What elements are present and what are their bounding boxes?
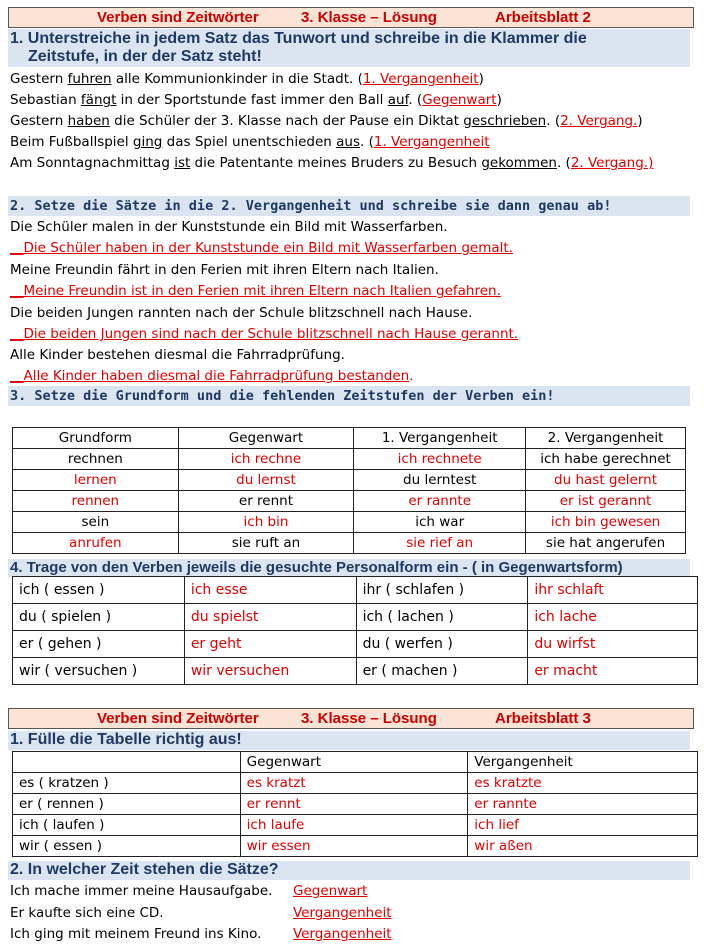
- table-cell: ich ( laufen ): [13, 815, 241, 836]
- sheet3-task2-answer: Vergangenheit: [293, 905, 392, 921]
- table-cell: du ( werfen ): [356, 631, 528, 658]
- sheet3-task1-heading: 1. Fülle die Tabelle richtig aus!: [10, 731, 242, 748]
- table-cell: ich bin gewesen: [526, 512, 686, 533]
- sheet2-klasse: 3. Klasse – Lösung: [301, 9, 437, 26]
- table-cell: rechnen: [13, 449, 179, 470]
- sheet3-task2-answer: Gegenwart: [293, 883, 368, 899]
- table-cell: es ( kratzen ): [13, 773, 241, 794]
- table-cell: er ist gerannt: [526, 491, 686, 512]
- sheet3-task2-sentence: Ich mache immer meine Hausaufgabe.: [10, 883, 273, 899]
- task1-answer: 1. Vergangenheit: [373, 134, 490, 150]
- task2-question: Meine Freundin fährt in den Ferien mit ihren Eltern nach Italien.: [10, 262, 439, 278]
- column-header: 1. Vergangenheit: [354, 428, 526, 449]
- table-row: [13, 794, 698, 815]
- table-cell: ihr ( schlafen ): [356, 577, 528, 604]
- table-row: [13, 512, 686, 533]
- column-header: Grundform: [13, 428, 179, 449]
- table-cell: er geht: [184, 631, 356, 658]
- sheet2-blatt: Arbeitsblatt 2: [495, 9, 591, 26]
- table-cell: lernen: [13, 470, 179, 491]
- table-cell: ich bin: [178, 512, 354, 533]
- task1-answer: 2. Vergang.): [570, 155, 654, 171]
- table-cell: du wirfst: [528, 631, 698, 658]
- sheet3-blatt: Arbeitsblatt 3: [495, 710, 591, 727]
- task1-sentence: Gestern haben die Schüler der 3. Klasse nach der Pause ein Diktat geschrieben. (2. Vergang.): [10, 113, 643, 129]
- task2-question: Die beiden Jungen rannten nach der Schule blitzschnell nach Hause.: [10, 305, 473, 321]
- verb-forms-table: [12, 427, 686, 554]
- table-cell: er ( machen ): [356, 658, 528, 685]
- sheet3-klasse: 3. Klasse – Lösung: [301, 710, 437, 727]
- table-cell: er rennt: [240, 794, 468, 815]
- sheet2-header: [8, 7, 694, 28]
- sheet3-task2-sentence: Ich ging mit meinem Freund ins Kino.: [10, 926, 262, 942]
- table-cell: ich rechnete: [354, 449, 526, 470]
- task1-sentence: Beim Fußballspiel ging das Spiel unentschieden aus. (1. Vergangenheit: [10, 134, 490, 150]
- table-cell: sie rief an: [354, 533, 526, 554]
- table-row: [13, 577, 698, 604]
- table-cell: sie hat angerufen: [526, 533, 686, 554]
- table-row: [13, 658, 698, 685]
- task1-sentence: Gestern fuhren alle Kommunionkinder in die Stadt. (1. Vergangenheit): [10, 71, 484, 87]
- task1-answer: 1. Vergangenheit: [362, 71, 479, 87]
- table-cell: ich habe gerechnet: [526, 449, 686, 470]
- table-cell: ich laufe: [240, 815, 468, 836]
- table-row: [13, 836, 698, 857]
- table-cell: ich lache: [528, 604, 698, 631]
- tense-table: [12, 751, 698, 857]
- task2-answer: __Die Schüler haben in der Kunststunde ein Bild mit Wasserfarben gemalt.: [10, 240, 513, 256]
- task2-answer: __Meine Freundin ist in den Ferien mit ihren Eltern nach Italien gefahren.: [10, 283, 501, 299]
- task2-question: Alle Kinder bestehen diesmal die Fahrradprüfung.: [10, 347, 345, 363]
- table-header-row: [13, 752, 698, 773]
- sheet3-task2-answer: Vergangenheit: [293, 926, 392, 942]
- table-cell: du ( spielen ): [13, 604, 185, 631]
- task4-heading: 4. Trage von den Verben jeweils die gesuchte Personalform ein - ( in Gegenwartsform): [10, 559, 623, 576]
- task1-sentence: Am Sonntagnachmittag ist die Patentante meines Bruders zu Besuch gekommen. (2. Vergang.): [10, 155, 654, 171]
- table-row: [13, 815, 698, 836]
- table-header-row: [13, 428, 686, 449]
- table-cell: er ( rennen ): [13, 794, 241, 815]
- table-cell: du hast gelernt: [526, 470, 686, 491]
- table-cell: sie ruft an: [178, 533, 354, 554]
- task3-heading: 3. Setze die Grundform und die fehlenden Zeitstufen der Verben ein!: [10, 388, 555, 404]
- task2-heading: 2. Setze die Sätze in die 2. Vergangenheit und schreibe sie dann genau ab!: [10, 198, 612, 214]
- task2-answer: __Die beiden Jungen sind nach der Schule blitzschnell nach Hause gerannt.: [10, 326, 519, 342]
- table-cell: anrufen: [13, 533, 179, 554]
- table-row: [13, 470, 686, 491]
- sheet2-title: Verben sind Zeitwörter: [97, 9, 259, 26]
- task1-sentence: Sebastian fängt in der Sportstunde fast immer den Ball auf. (Gegenwart): [10, 92, 502, 108]
- column-header: Vergangenheit: [468, 752, 698, 773]
- table-cell: wir essen: [240, 836, 468, 857]
- table-cell: er rannte: [468, 794, 698, 815]
- table-cell: ich war: [354, 512, 526, 533]
- table-cell: du spielst: [184, 604, 356, 631]
- task1-answer: Gegenwart: [422, 92, 497, 108]
- task1-heading-line2: Zeitstufe, in der der Satz steht!: [28, 48, 262, 65]
- table-row: [13, 604, 698, 631]
- task1-answer: 2. Vergang.: [560, 113, 638, 129]
- sheet3-header: [8, 708, 694, 729]
- sheet3-task2-heading: 2. In welcher Zeit stehen die Sätze?: [10, 861, 279, 878]
- table-cell: wir aßen: [468, 836, 698, 857]
- table-row: [13, 773, 698, 794]
- task1-heading-line1: 1. Unterstreiche in jedem Satz das Tunwort und schreibe in die Klammer die: [10, 30, 587, 47]
- table-row: [13, 533, 686, 554]
- table-cell: er ( gehen ): [13, 631, 185, 658]
- personal-forms-table: [12, 576, 698, 685]
- column-header: 2. Vergangenheit: [526, 428, 686, 449]
- column-header: [13, 752, 241, 773]
- table-cell: rennen: [13, 491, 179, 512]
- sheet3-task2-sentence: Er kaufte sich eine CD.: [10, 905, 164, 921]
- table-row: [13, 631, 698, 658]
- table-cell: sein: [13, 512, 179, 533]
- task2-answer: __Alle Kinder haben diesmal die Fahrradprüfung bestanden.: [10, 368, 414, 384]
- table-cell: du lerntest: [354, 470, 526, 491]
- table-cell: wir ( versuchen ): [13, 658, 185, 685]
- table-cell: er rennt: [178, 491, 354, 512]
- table-cell: ich lief: [468, 815, 698, 836]
- column-header: Gegenwart: [240, 752, 468, 773]
- table-cell: ich esse: [184, 577, 356, 604]
- table-cell: ich ( lachen ): [356, 604, 528, 631]
- table-row: [13, 491, 686, 512]
- table-cell: es kratzte: [468, 773, 698, 794]
- task2-question: Die Schüler malen in der Kunststunde ein Bild mit Wasserfarben.: [10, 219, 448, 235]
- table-cell: es kratzt: [240, 773, 468, 794]
- table-cell: ihr schlaft: [528, 577, 698, 604]
- table-cell: ich rechne: [178, 449, 354, 470]
- table-row: [13, 449, 686, 470]
- table-cell: er macht: [528, 658, 698, 685]
- sheet3-title: Verben sind Zeitwörter: [97, 710, 259, 727]
- column-header: Gegenwart: [178, 428, 354, 449]
- table-cell: wir versuchen: [184, 658, 356, 685]
- table-cell: ich ( essen ): [13, 577, 185, 604]
- table-cell: du lernst: [178, 470, 354, 491]
- table-cell: wir ( essen ): [13, 836, 241, 857]
- table-cell: er rannte: [354, 491, 526, 512]
